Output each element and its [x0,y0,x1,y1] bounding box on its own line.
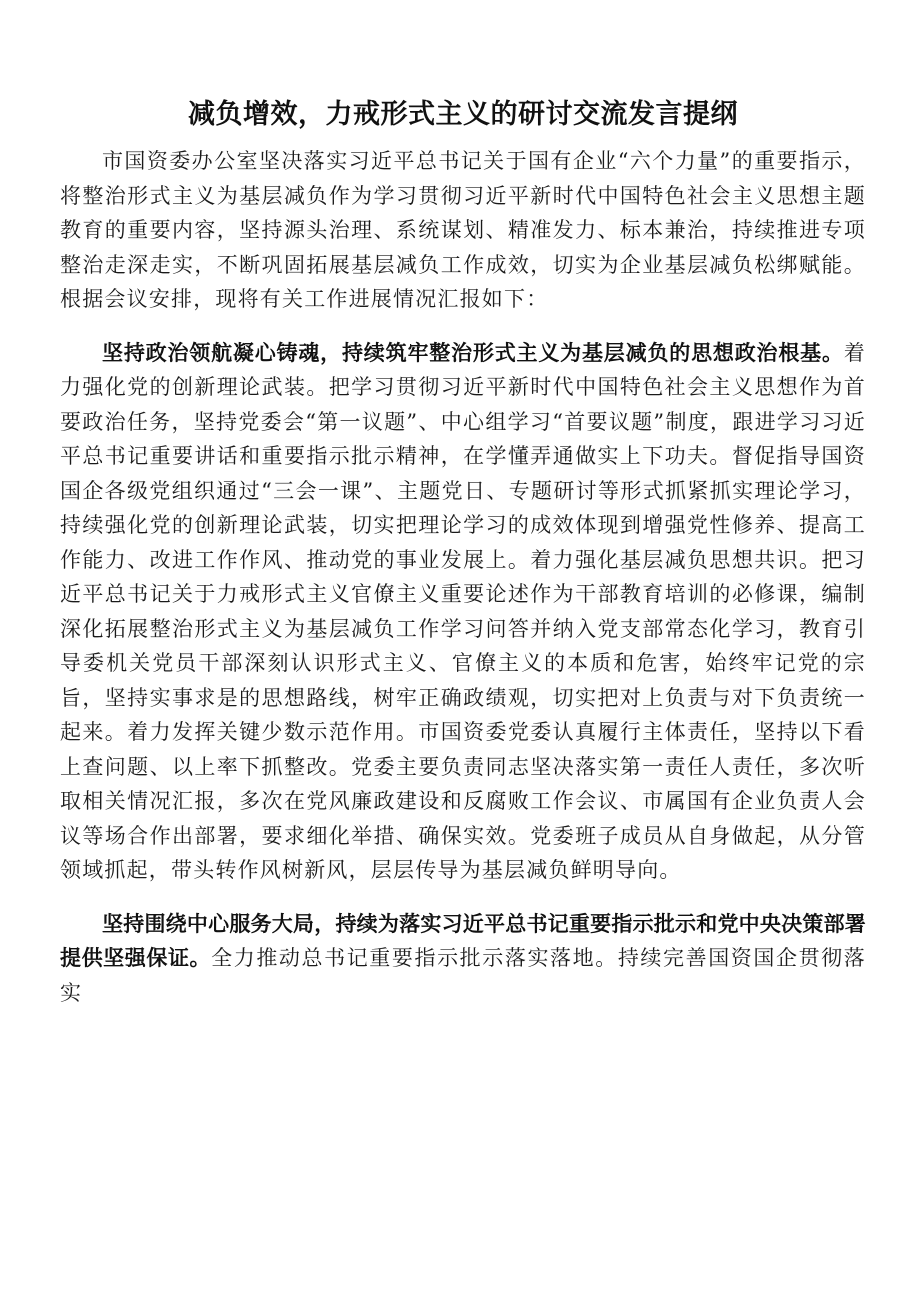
section-paragraph-1 [60,336,866,888]
section-body-2: 全力推动总书记重要指示批示落实落地。持续完善国资国企贯彻落实 [60,946,866,1005]
intro-paragraph: 市国资委办公室坚决落实习近平总书记关于国有企业“六个力量”的重要指示，将整治形式主义为基层减负作为学习贯彻习近平新时代中国特色社会主义思想主题教育的重要内容，坚持源头治理、系统谋划、精准发力、标本兼治，持续推进专项整治走深走实，不断巩固拓展基层减负工作成效，切实为企业基层减负松绑赋能。根据会议安排，现将有关工作进展情况汇报如下： [60,149,866,311]
section-paragraph-2 [60,907,866,1011]
section-heading-1: 坚持政治领航凝心铸魂，持续筑牢整治形式主义为基层减负的思想政治根基。 [102,340,844,365]
section-heading-2: 坚持围绕中心服务大局，持续为落实习近平总书记重要指示批示和党中央决策部署提供坚强保证。 [60,911,866,970]
section-body-1: 着力强化党的创新理论武装。把学习贯彻习近平新时代中国特色社会主义思想作为首要政治任务，坚持党委会“第一议题”、中心组学习“首要议题”制度，跟进学习习近平总书记重要讲话和重要指示批示精神，在学懂弄通做实上下功夫。督促指导国资国企各级党组织通过“三会一课”、主题党日、专题研讨等形式抓紧抓实理论学习，持续强化党的创新理论武装，切实把理论学习的成效体现到增强党性修养、提高工作能力、改进工作作风、推动党的事业发展上。着力强化基层减负思想共识。把习近平总书记关于力戒形式主义官僚主义重要论述作为干部教育培训的必修课，编制深化拓展整治形式主义为基层减负工作学习问答并纳入党支部常态化学习，教育引导委机关党员干部深刻认识形式主义、官僚主义的本质和危害，始终牢记党的宗旨，坚持实事求是的思想路线，树牢正确政绩观，切实把对上负责与对下负责统一起来。着力发挥关键少数示范作用。市国资委党委认真履行主体责任，坚持以下看上查问题、以上率下抓整改。党委主要负责同志坚决落实第一责任人责任，多次听取相关情况汇报，多次在党风廉政建设和反腐败工作会议、市属国有企业负责人会议等场合作出部署，要求细化举措、确保实效。党委班子成员从自身做起，从分管领域抓起，带头转作风树新风，层层传导为基层减负鲜明导向。 [60,340,866,882]
document-page [60,92,866,1010]
document-title: 减负增效，力戒形式主义的研讨交流发言提纲 [188,99,738,130]
